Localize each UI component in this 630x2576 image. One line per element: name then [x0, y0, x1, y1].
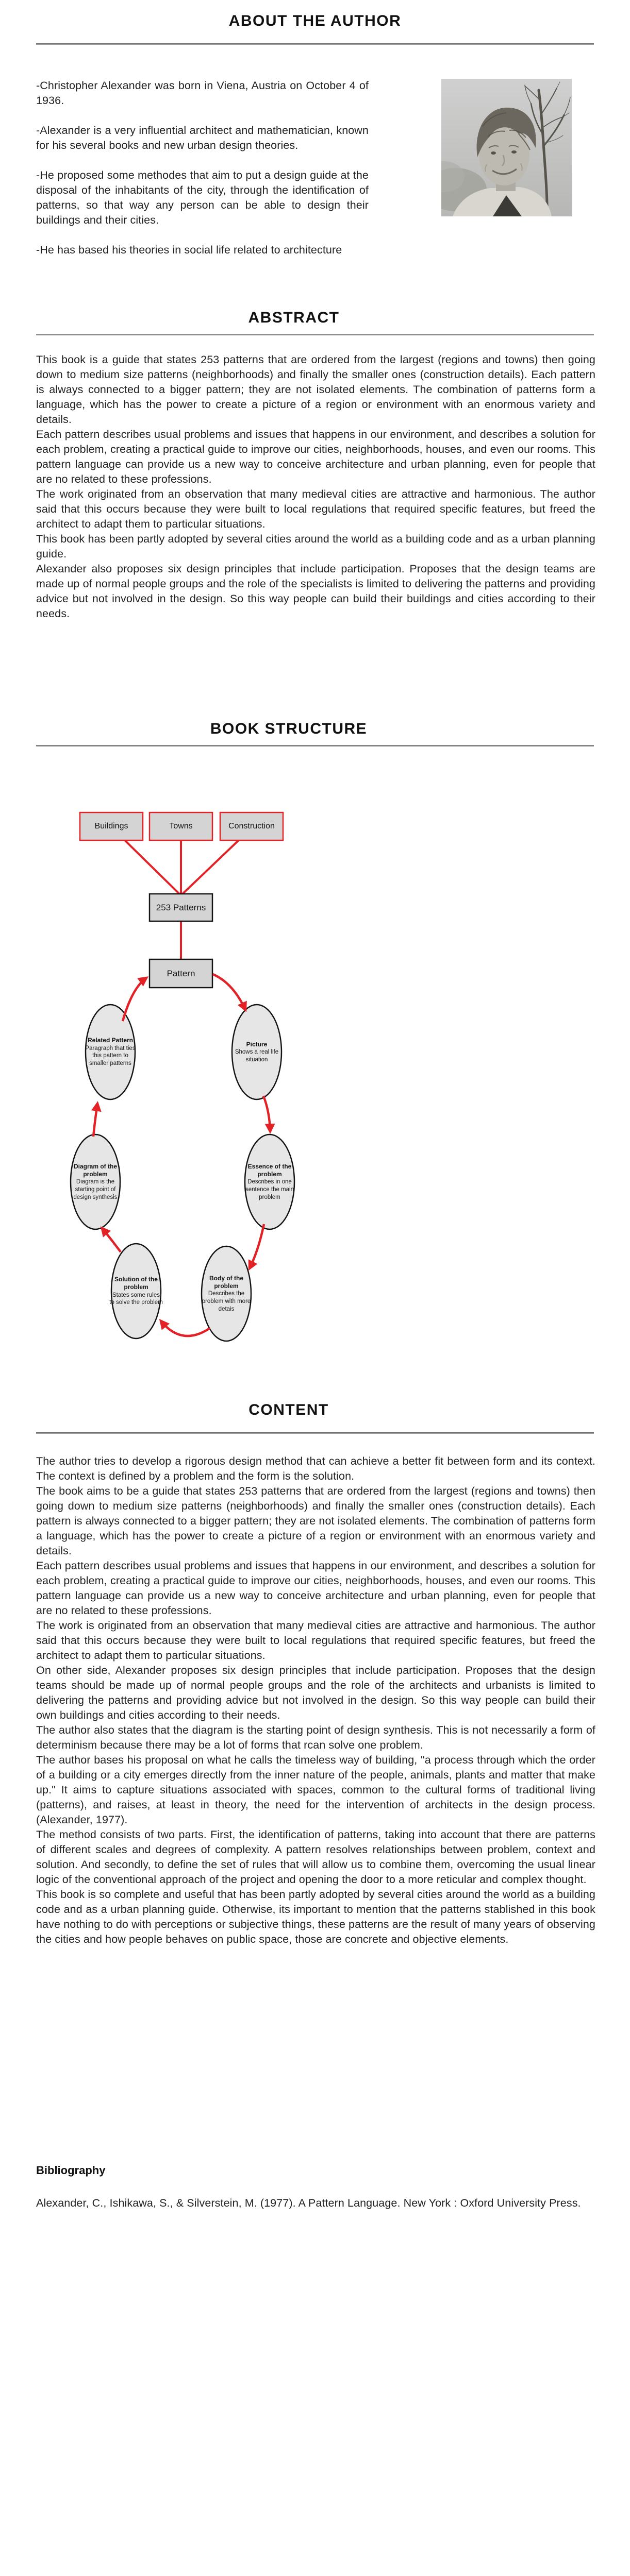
node-desc: Paragraph that ties this pattern to smaller patterns [85, 1045, 136, 1067]
content-paragraph: Each pattern describes usual problems and issues that happens in our environment, and describes a solution for each problem, creating a practical guide to improve our cities, neighborhoods, houses, and even our rooms. This pattern language can provide us a new way to conceive architecture and urban planning, even for people that are no related to these professions. [36, 1560, 595, 1617]
content-paragraph: On other side, Alexander proposes six design principles that include participation. Proposes that the design teams should be made up of normal people groups and the role of the architects and urbanists is limited to delivering the patterns and providing advice but not involved in the design. So this way people can build their own buildings and cities according to their needs. [36, 1664, 595, 1721]
content-heading: CONTENT [248, 1401, 329, 1418]
about-paragraphs [36, 78, 369, 258]
content-rule [36, 1432, 594, 1434]
bibliography-heading: Bibliography [36, 2164, 106, 2177]
node-desc: Describes the problem with more detais [202, 1291, 251, 1312]
node-title: Picture [246, 1040, 268, 1048]
content-paragraph: The author tries to develop a rigorous design method that can achieve a better fit between form and its context. The context is defined by a problem and the form is the solution. [36, 1455, 595, 1482]
content-paragraph: The author bases his proposal on what he calls the timeless way of building, "a process through which the order of a building or a city emerges directly from the inner nature of the people, animals, plants and matter that make up." It aims to capture situations associated with spaces, common to the cultural forms of traditional living (patterns), and raises, at least in theory, the need for the intervention of architects in the design process. (Alexander, 1977). [36, 1754, 595, 1826]
solution-problem-node [109, 1244, 163, 1338]
patterns-253-label: 253 Patterns [156, 902, 206, 912]
towns-box-label: Towns [169, 822, 193, 831]
abstract-paragraph: This book is a guide that states 253 patterns that are ordered from the largest (regions and towns) then going down to medium size patterns (neighborhoods) and finally the smaller ones (construction details). Each pattern is always connected to a bigger pattern; they are not isolated elements. The combination of patterns form a language, which has the power to create a picture of a region or environment with an enormous variety and details. [36, 353, 595, 426]
node-title: Solution of the problem [114, 1275, 158, 1291]
abstract-rule [36, 334, 594, 335]
content-paragraph: The book aims to be a guide that states 253 patterns that are ordered from the largest (regions and towns) then going down to medium size patterns (neighborhoods) and finally the smaller ones (construction details). Each pattern is always connected to a bigger pattern; they are not isolated elements. The combination of patterns form a language, which has the power to create a picture of a region or environment with an enormous variety and details. [36, 1485, 595, 1557]
abstract-heading: ABSTRACT [248, 309, 340, 326]
about-paragraph: -He has based his theories in social life related to architecture [36, 244, 342, 256]
abstract-paragraph: This book has been partly adopted by several cities around the world as a building code and as a urban planning guide. [36, 533, 595, 560]
abstract-paragraphs [36, 352, 595, 621]
content-paragraph: The method consists of two parts. First, the identification of patterns, taking into account that there are patterns of different scales and degrees of complexity. A pattern resolves relationships between problem, context and solution. And secondly, to define the set of rules that will allow us to combine them, overcoming the usual linear logic of the conventional approach of the project and opening the door to a more reticular and complex thought. [36, 1828, 595, 1886]
essence-problem-node [243, 1134, 296, 1229]
node-title: Related Pattern [87, 1037, 134, 1044]
content-paragraph: The author also states that the diagram is the starting point of design synthesis. This is not necessarily a form of determinism because there may be a lot of forms that rcan solve one problem. [36, 1724, 595, 1751]
about-rule [36, 43, 594, 45]
abstract-paragraph: The work originated from an observation that many medieval cities are attractive and harmonious. The author said that this occurs because they were built to local regulations that required specific features, but freed the architect to adapt them to particular situations. [36, 488, 595, 530]
picture-node [230, 1005, 284, 1099]
pattern-label: Pattern [167, 968, 195, 978]
node-title: Body of the problem [209, 1274, 243, 1290]
node-desc: Diagram is the starting point of design synthesis [73, 1179, 118, 1200]
diagram-problem-node [69, 1134, 122, 1229]
about-heading: ABOUT THE AUTHOR [228, 12, 402, 29]
about-paragraph: -Alexander is a very influential architect and mathematician, known for his several books and new urban design theories. [36, 124, 369, 151]
abstract-paragraph: Each pattern describes usual problems and issues that happens in our environment, and describes a solution for each problem, creating a practical guide to improve our cities, neighborhoods, houses, and even our rooms. This pattern language can provide us a new way to conceive architecture and urban planning, even for people that are no related to these professions. [36, 428, 595, 485]
bibliography-reference [36, 2196, 595, 2211]
content-paragraph: This book is so complete and useful that has been partly adopted by several cities around the world as a building code and as a urban planning guide. Otherwise, its important to mention that the patterns stablished in this book have nothing to do with perceptions or subjective things, these patterns are the result of many years of observing the cities and how people behaves on public space, those are concrete and objective elements. [36, 1888, 595, 1945]
abstract-paragraph: Alexander also proposes six design principles that include participation. Proposes that the design teams are made up of normal people groups and the role of the specialists is limited to delivering the patterns and providing advice but not involved in the design. So this way people can build their buildings and cities according to their needs. [36, 563, 595, 620]
node-desc: States some rules to solve the problem [109, 1292, 163, 1306]
arrow-picture-to-essence [263, 1096, 270, 1131]
node-title: Essence of the problem [247, 1162, 292, 1178]
content-paragraphs [36, 1454, 595, 1947]
about-paragraph: -Christopher Alexander was born in Viena, Austria on October 4 of 1936. [36, 79, 369, 107]
node-title: Diagram of the problem [73, 1162, 117, 1178]
body-problem-node [200, 1246, 253, 1341]
construction-box-label: Construction [228, 822, 275, 831]
node-desc: Shows a real life situation [235, 1048, 279, 1063]
arrow-diagram-to-related [93, 1104, 97, 1137]
book-structure-rule [36, 745, 594, 747]
node-desc: Describes in one sentence the main problem [245, 1179, 294, 1200]
reference-entry: Alexander, C., Ishikawa, S., & Silverstein, M. (1977). A Pattern Language. New York : Oxford University Press. [36, 2197, 581, 2209]
author-photo [441, 79, 572, 216]
about-paragraph: -He proposed some methodes that aim to put a design guide at the disposal of the inhabitants of the city, through the identification of patterns, so that way any person can be able to design their buildings and their cities. [36, 169, 369, 226]
content-paragraph: The work is originated from an observation that many medieval cities are attractive and harmonious. The author said that this occurs because they were built to local regulations that required specific features, but freed the architect to adapt them to particular situations. [36, 1619, 595, 1662]
buildings-box-label: Buildings [94, 822, 128, 831]
book-structure-heading: BOOK STRUCTURE [210, 720, 368, 737]
related-pattern-node [84, 1005, 137, 1099]
